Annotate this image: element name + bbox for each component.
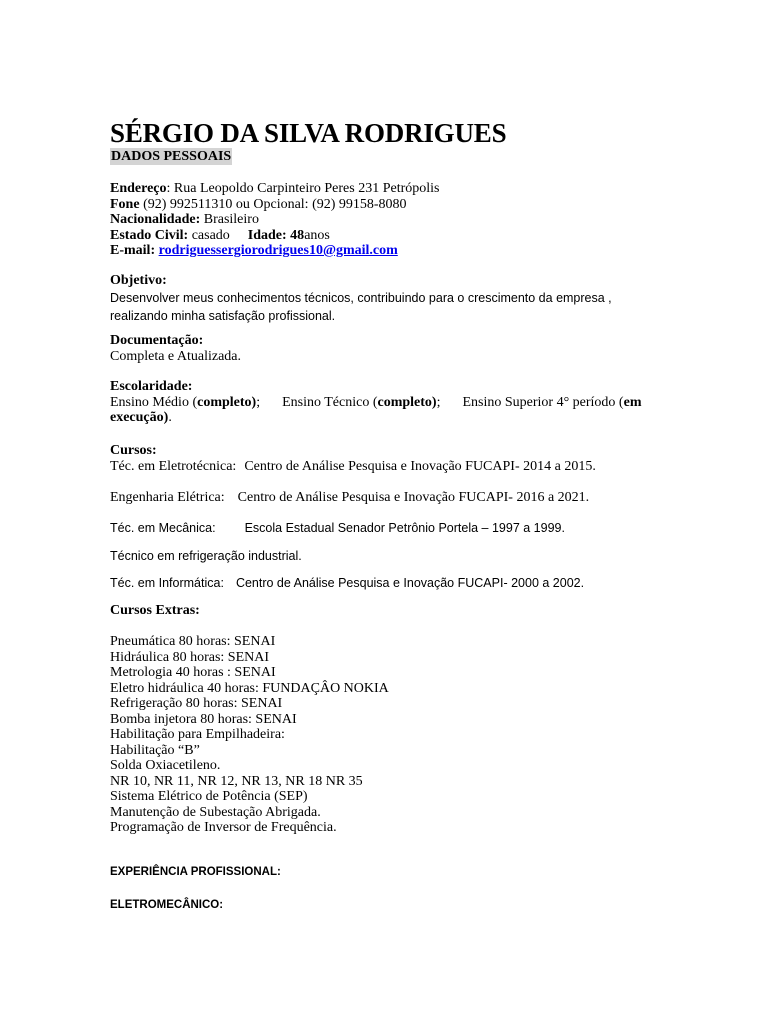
course-item-refrigeration: Técnico em refrigeração industrial. [110, 549, 302, 563]
education-block [110, 379, 642, 426]
civil-label: Estado Civil: [110, 227, 189, 243]
extra-courses-label: Cursos Extras: [110, 603, 200, 618]
course-item-informatics: Téc. em Informática: Centro de Análise Pesquisa e Inovação FUCAPI- 2000 a 2002. [110, 576, 585, 590]
age-label: Idade: 48 [247, 227, 305, 243]
documentation-value: Completa e Atualizada. [110, 348, 242, 364]
email-line [110, 243, 439, 259]
email-label: E-mail: [110, 243, 156, 258]
extra-course-item: Eletro hidráulica 40 horas: FUNDAÇÂO NOKIA [110, 680, 389, 696]
objective-text [110, 289, 612, 325]
extra-course-item: Habilitação para Empilhadeira: [110, 727, 285, 742]
phone-label: Fone [110, 196, 140, 212]
courses-label: Cursos: [110, 443, 157, 458]
course-item-mechanics: Téc. em Mecânica: Escola Estadual Senador Petrônio Portela – 1997 a 1999. [110, 521, 565, 535]
education-line-1: Ensino Médio (completo); Ensino Técnico (completo); Ensino Superior 4° período (em [110, 394, 642, 410]
documentation-label: Documentação: [110, 333, 204, 348]
extra-course-item: NR 10, NR 11, NR 12, NR 13, NR 18 NR 35 [110, 773, 363, 789]
address-value: : Rua Leopoldo Carpinteiro Peres 231 Petrópolis [166, 181, 440, 196]
documentation-block [110, 333, 241, 364]
extra-course-item: Sistema Elétrico de Potência (SEP) [110, 789, 308, 804]
course-item-electrical-engineering: Engenharia Elétrica: Centro de Análise Pesquisa e Inovação FUCAPI- 2016 a 2021. [110, 490, 590, 505]
experience-role: ELETROMECÂNICO: [110, 899, 224, 911]
extra-course-item: Programação de Inversor de Frequência. [110, 820, 337, 835]
education-line-2: execução). [110, 410, 172, 425]
experience-heading: EXPERIÊNCIA PROFISSIONAL: [110, 866, 281, 878]
extra-course-item: Refrigeração 80 horas: SENAI [110, 696, 283, 711]
objective-line-1: Desenvolver meus conhecimentos técnicos, contribuindo para o crescimento da empresa , [110, 291, 612, 305]
age-suffix: anos [304, 227, 330, 243]
phone-value: (92) 992511310 ou Opcional: (92) 99158-8080 [139, 196, 407, 212]
objective-line-2: realizando minha satisfação profissional. [110, 309, 336, 323]
section-personal-heading: DADOS PESSOAIS [111, 149, 232, 164]
extra-course-item: Metrologia 40 horas : SENAI [110, 665, 276, 680]
extra-course-item: Solda Oxiacetileno. [110, 758, 221, 773]
email-link[interactable]: rodriguessergiorodrigues10@gmail.com [158, 243, 398, 258]
candidate-name: SÉRGIO DA SILVA RODRIGUES [110, 118, 507, 148]
address-line [110, 181, 439, 197]
nationality-value: Brasileiro [200, 212, 259, 227]
education-label: Escolaridade: [110, 379, 193, 394]
phone-line [110, 197, 439, 213]
course-item-electrotechnics: Téc. em Eletrotécnica: Centro de Análise Pesquisa e Inovação FUCAPI- 2014 a 2015. [110, 459, 596, 474]
extra-course-item: Manutenção de Subestação Abrigada. [110, 804, 321, 820]
extra-course-item: Habilitação “B” [110, 742, 200, 758]
personal-info-block [110, 181, 439, 259]
civil-status-line [110, 228, 439, 244]
objective-heading: Objetivo: [110, 273, 167, 288]
extra-course-item: Bomba injetora 80 horas: SENAI [110, 711, 297, 727]
address-label: Endereço [110, 181, 167, 196]
nationality-line [110, 212, 439, 228]
extra-course-item: Hidráulica 80 horas: SENAI [110, 649, 270, 665]
nationality-label: Nacionalidade: [110, 212, 201, 227]
civil-value: casado [188, 227, 230, 243]
extra-courses-list [110, 634, 389, 836]
extra-course-item: Pneumática 80 horas: SENAI [110, 634, 276, 649]
